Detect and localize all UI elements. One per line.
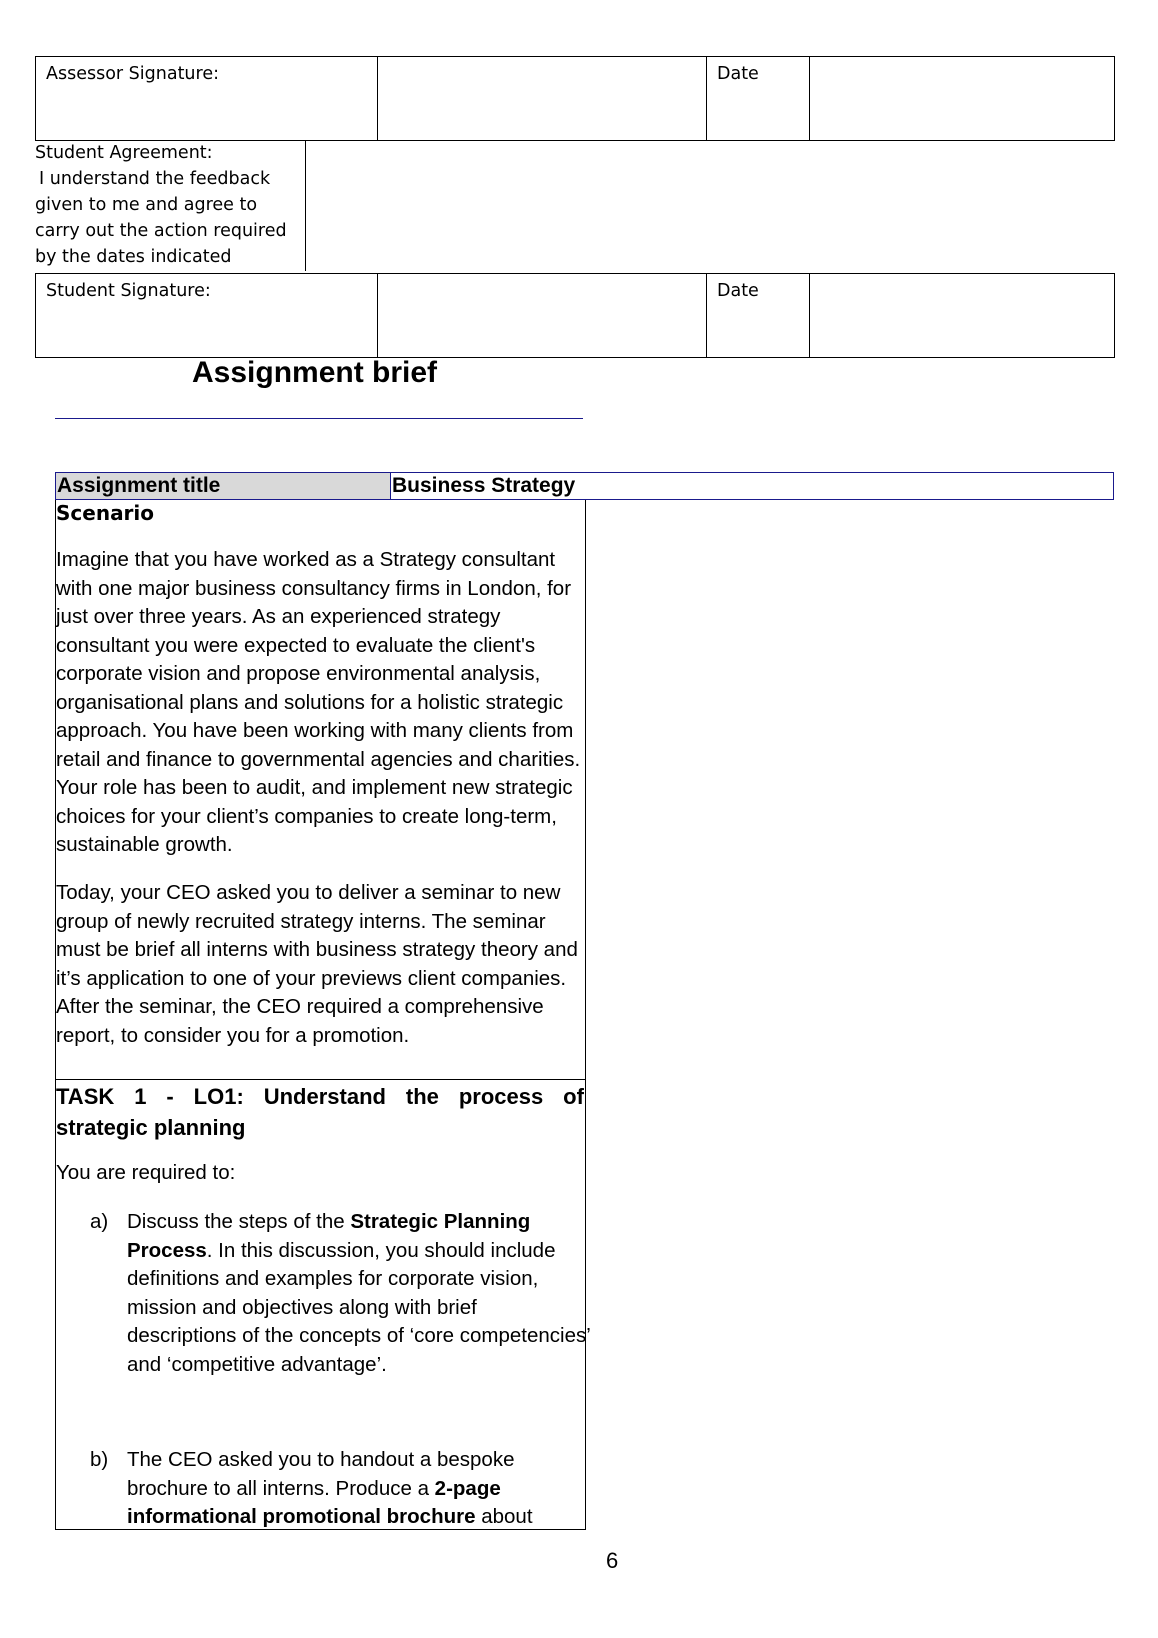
date-label: Date <box>717 64 759 84</box>
page-number: 6 <box>606 1548 619 1573</box>
assessor-signature-field[interactable] <box>378 57 707 141</box>
item-marker: b) <box>90 1448 109 1471</box>
task1-heading-word: - <box>166 1084 174 1109</box>
task1-heading-word: Understand <box>263 1084 386 1109</box>
task1-heading <box>56 1081 584 1143</box>
task-item-a <box>90 1208 590 1379</box>
student-signature-label-cell <box>36 274 378 358</box>
task1-heading-line1 <box>56 1081 584 1112</box>
section-divider <box>55 1079 586 1080</box>
heading-underline <box>55 418 583 419</box>
assignment-brief-heading: Assignment brief <box>192 356 438 389</box>
task1-heading-word: the <box>405 1084 439 1109</box>
assessor-signature-label: Assessor Signature: <box>46 64 219 84</box>
task1-heading-word: process <box>458 1084 544 1109</box>
item-marker: a) <box>90 1210 109 1233</box>
item-bold-text: Strategic Planning Process <box>127 1210 531 1262</box>
student-agreement-text: I understand the feedback given to me and agree to carry out the action required by the dates indicated <box>35 169 287 267</box>
student-date-field[interactable] <box>810 274 1115 358</box>
task1-heading-word: TASK <box>56 1084 115 1109</box>
student-signature-table <box>35 273 1115 358</box>
date-label-cell <box>707 274 810 358</box>
assessor-date-field[interactable] <box>810 57 1115 141</box>
task1-heading-word: of <box>563 1084 584 1109</box>
assignment-title-label: Assignment title <box>56 473 391 499</box>
scenario-paragraph-1: Imagine that you have worked as a Strategy consultant with one major business consultancy firms in London, for just over three years. As an experienced strategy consultant you were expected to evaluate the client's corporate vision and propose environmental analysis, organisational plans and solutions for a holistic strategic approach. You have been working with many clients from retail and finance to governmental agencies and charities. Your role has been to audit, and implement new strategic choices for your client’s companies to create long-term, sustainable growth. <box>56 548 581 856</box>
assignment-title-value: Business Strategy <box>392 474 576 497</box>
date-label: Date <box>717 281 759 301</box>
scenario-paragraph-2: Today, your CEO asked you to deliver a seminar to new group of newly recruited strategy interns. The seminar must be brief all interns with business strategy theory and it’s application to one of your previews client companies. After the seminar, the CEO required a comprehensive report, to consider you for a promotion. <box>56 881 578 1047</box>
date-label-cell <box>707 57 810 141</box>
task1-heading-line2: strategic planning <box>56 1115 246 1140</box>
assessor-signature-label-cell <box>36 57 378 141</box>
student-signature-field[interactable] <box>378 274 707 358</box>
item-text: The CEO asked you to handout a bespoke brochure to all interns. Produce a 2-page informational promotional brochure about <box>127 1448 533 1528</box>
assignment-title-row <box>55 472 1114 500</box>
scenario-heading: Scenario <box>56 501 155 525</box>
assessor-signature-table <box>35 56 1115 141</box>
student-signature-label: Student Signature: <box>46 281 211 301</box>
task1-heading-word: 1 <box>134 1084 147 1109</box>
item-text: Discuss the steps of the Strategic Planning Process. In this discussion, you should include definitions and examples for corporate vision, mission and objectives along with brief descriptions of the concepts of ‘core competencies’ and ‘competitive advantage’. <box>127 1210 591 1376</box>
task-item-b <box>90 1446 590 1532</box>
student-agreement-title: Student Agreement: <box>35 143 213 163</box>
required-intro: You are required to: <box>56 1161 236 1184</box>
task1-heading-word: LO1: <box>193 1084 244 1109</box>
student-agreement <box>35 140 306 271</box>
item-bold-text: 2-page informational promotional brochure <box>127 1476 501 1528</box>
